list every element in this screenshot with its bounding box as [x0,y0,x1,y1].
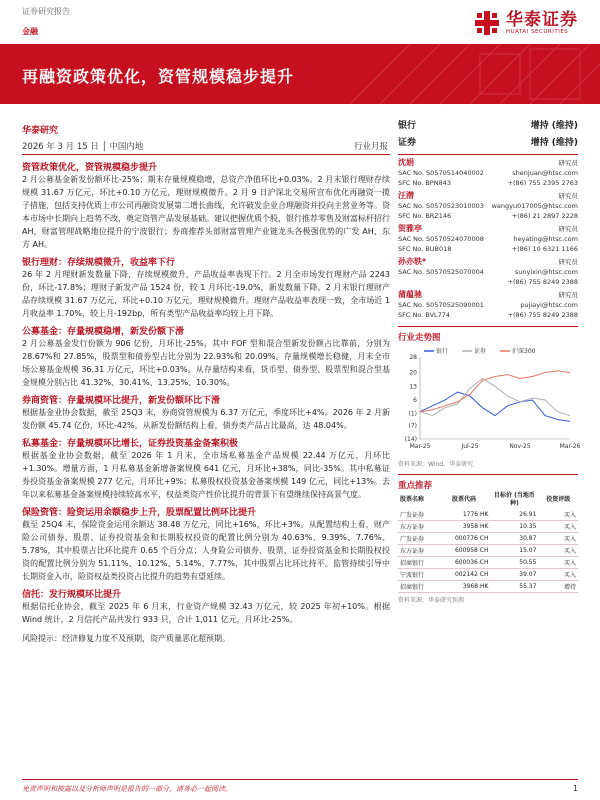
section-title: 信托：发行规模环比提升 [22,590,122,600]
analyst-name: 汪潜 [398,191,414,200]
y-tick-label: 6 [413,396,417,404]
footer-rule [22,779,578,780]
table-cell: 3968 HK [438,581,491,593]
footer-disclaimer: 免责声明和披露以及分析师声明是报告的一部分，请务必一起阅读。 [22,785,232,793]
chart-title: 行业走势图 [398,333,441,343]
divider [22,154,390,155]
table-cell: 600958 CH [438,545,491,557]
analyst-sfc: SFC No. BVL774 [398,311,451,319]
report-kind: 行业月报 [353,142,388,152]
table-cell: 000776 CH [438,533,491,545]
analyst-phone: +(86) 755 8249 2388 [507,311,578,319]
legend-label: 银行 [436,348,449,355]
y-tick-label: 13 [409,383,417,391]
section-body: 2 月公募基金新发份额环比-25%；期末存量规模稳增，总资产净值环比+0.03%。2 月末银行理财存续规模 31.67 万亿元，环比+0.10 万亿元，理财规模微升。2 月 9 日沪深北交易所宣布优化再融资一揽子措施，包括支持优质上市公司再融资发展第二增长曲线，允许破发企业合理融资并投向主营业务等。资本市场中长期向上趋势不改，奠定资管产品发展基础。建议把握优质个股，银行推荐零售及财富标杆招行 AH，财富管理战略地位提升的宁波银行；券商推荐头部财富管理产业链龙头各极强优势的广发 AH、东方 AH。 [22,175,390,249]
section-body: 根据信托业协会，截至 2025 年 6 月末，行业资产规模 32.43 万亿元，较 2025 年初+10%。根据 Wind 统计，2 月信托产品共发行 933 只，合计 1,011 亿元，月环比-25%。 [22,602,390,624]
table-cell: 600036 CH [438,557,491,569]
table-cell: 30.87 [490,533,538,545]
section-4 [22,393,390,432]
table-cell: 39.07 [490,569,538,581]
table-cell: 3958 HK [438,521,491,533]
analyst-phone: +(86) 755 2395 2763 [507,179,578,187]
table-cell: 买入 [538,569,578,581]
table-row [398,521,578,533]
table-cell: 10.35 [490,521,538,533]
table-cell: 宁波银行 [398,569,438,581]
analyst-phone: +(86) 10 6321 1166 [511,245,578,253]
report-title: 再融资政策优化，资管规模稳步提升 [22,67,295,86]
table-cell: 招商银行 [398,557,438,569]
rating-value: 增持 (维持) [530,138,578,148]
analyst-sfc: SFC No. BPN843 [398,179,451,187]
section-title: 私募基金：存量规模环比增长，证券投资基金备案积极 [22,439,239,449]
section-3 [22,324,390,389]
analyst-sac: SAC No. S0570523010003 [398,202,484,210]
table-cell: 广发证券 [398,509,438,521]
analyst-card [398,191,578,221]
table-row [398,557,578,569]
section-5 [22,436,390,501]
table-cell: 招商银行 [398,581,438,593]
section-6 [22,505,390,583]
analyst-sfc: SFC No. BUB018 [398,245,452,253]
analyst-list [398,158,578,320]
rating-sector: 证券 [398,138,417,148]
series-line [420,379,570,416]
table-cell: 买入 [538,545,578,557]
stock-table-title: 重点推荐 [398,481,433,491]
table-header-row [398,491,578,509]
table-cell: 55.37 [490,581,538,593]
divider [398,154,578,155]
y-tick-label: (14) [404,436,417,443]
table-cell: 26.91 [490,509,538,521]
main-content [22,160,390,645]
analyst-card [398,224,578,254]
table-cell: 1776 HK [438,509,491,521]
analyst-sac: SAC No. S0570524070008 [398,235,484,243]
section-body: 根据基金业协会数据，截至 25Q3 末，券商资管规模为 6.37 万亿元，季度环比+4%。2026 年 2 月新发份额 45.74 亿份，环比-42%。从新发份额结构上看，债券类产品占比最高，达 48.04%。 [22,408,390,430]
section-7 [22,587,390,626]
analyst-email[interactable]: wangyu017005@htsc.com [491,202,578,210]
section-body: 截至 25Q4 末，保险资金运用余额达 38.48 万亿元，同比+16%，环比+3%。从配置结构上看，财产险公司债券、股票、证券投资基金和长期股权投资的配置比例分别为 40.63%、9.39%、7.76%、5.78%，其中股票占比环比提升 0.65 个百分点；人身险公司债券、股票、证券投资基金和长期股权投资的配置比例分别为 51.11%、10.12%、5.14%、7.77%，其中股票占比环比持平。监管持续引导中长期资金入市，险资权益类投资占比提升的趋势有望延续。 [22,520,390,581]
analyst-role: 研究员 [558,159,578,167]
analyst-email[interactable]: heyating@htsc.com [513,235,578,243]
analyst-phone: +(86) 755 8249 2388 [507,278,578,286]
table-cell: 广发证券 [398,533,438,545]
column-header: 目标价 (当地币种) [494,492,535,507]
section-body: 2 月公募基金发行份额为 906 亿份，月环比-25%，其中 FOF 型和混合型新发份额占比靠前，分别为 28.67%和 27.85%，股票型和债券型占比分别为 22.93%和 20.09%。存量规模增长稳健，月末全市场公募基金规模 36.31 万亿元，环比+0.03%。从存量结构来看，货币型、债券型、股票型和混合型基金规模分别占比 41.32%、30.41%、13.25%、10.30%。 [22,339,390,387]
logo-mark-icon [474,10,500,36]
table-cell: 买入 [538,509,578,521]
x-tick-label: Jul-25 [461,443,479,450]
report-type-label: 证券研究报告 [22,7,70,16]
x-tick-label: Mar-26 [559,443,581,450]
analyst-email[interactable]: sunyixin@htsc.com [514,268,578,276]
divider [398,326,578,327]
category-label: 金融 [22,27,38,36]
section-title: 资管政策优化，资管规模稳步提升 [22,163,158,173]
analyst-sac: SAC No. S0570525070004 [398,268,484,276]
column-header: 投资评级 [546,496,571,503]
rating-row [398,135,578,148]
y-tick-label: (7) [408,422,417,430]
title-banner [0,44,600,104]
table-row [398,569,578,581]
table-row [398,581,578,593]
analyst-sac: SAC No. S0570514040002 [398,169,484,177]
table-cell: 买入 [538,521,578,533]
y-tick-label: 20 [409,369,417,377]
table-row [398,509,578,521]
column-header: 股票名称 [400,496,425,503]
section-title: 券商资管：存量规模环比提升，新发份额环比下滑 [22,396,221,406]
table-cell: 买入 [538,533,578,545]
analyst-sac: SAC No. S0570525090001 [398,301,484,309]
section-body: 根据基金业协会数据，截至 2026 年 1 月末，全市场私募基金产品规模 22.44 万亿元，月环比+1.30%。增量方面，1 月私募基金新增备案规模 641 亿元，月环比+38%，同比-35%。其中私募证券投资基金备案规模 277 亿元，月环比+9%；私募股权投资基金备案规模 149 亿元，同比+13%。去年以来私募基金备案规模持续较高水平，权益类资产性价比提升的背景下有望继续保持高景气度。 [22,451,390,499]
logo-text-en: HUATAI SECURITIES [506,29,569,35]
analyst-role: 研究员 [558,291,578,299]
analyst-role: 研究员 [558,192,578,200]
section-title: 公募基金：存量规模稳增，新发份额下滑 [22,327,185,337]
analyst-name: 蒲蕴驰 [398,290,422,299]
table-cell: 买入 [538,557,578,569]
legend-label: 沪深300 [512,348,536,355]
section-title: 保险资管：险资运用余额稳步上升，股票配置比例环比提升 [22,508,257,518]
legend-label: 证券 [474,348,487,355]
analyst-role: 研究员 [558,258,578,266]
rating-sector: 银行 [398,121,417,131]
table-cell: 50.55 [490,557,538,569]
section-body: 26 年 2 月理财新发数量下降，存续规模微升，产品收益率表现下行。2 月全市场发行理财产品 2243 份，环比-17.8%；理财子新发产品 1524 份，较 1 月环比-19.0%，新发数量下降。2 月末银行理财产品存续规模 31.67 万亿元，环比+0.10 万亿元，理财规模微升。理财产品收益率表现一致，全市场近 1 月收益率 1.70%，较上月-192bp，所有类型产品收益率均较上月下降。 [22,270,390,318]
page-number: 1 [572,784,578,793]
banner-pattern [330,44,600,104]
recommendation-table [398,491,578,593]
table-cell: 15.07 [490,545,538,557]
date-region: 2026 年 3 月 15 日 │ 中国内地 [22,142,144,152]
x-tick-label: Nov-25 [509,443,531,450]
analyst-card [398,257,578,287]
analyst-email[interactable]: pujiayi@htsc.com [520,301,578,309]
industry-trend-chart [398,343,581,455]
table-cell: 002142 CH [438,569,491,581]
table-cell: 增持 [538,581,578,593]
x-tick-label: Mar-25 [409,443,431,450]
rating-value: 增持 (维持) [530,121,578,131]
section-2 [22,255,390,320]
table-source: 资料来源：华泰研究预测 [398,597,465,604]
divider [398,474,578,475]
analyst-sfc: SFC No. BRZ146 [398,212,452,220]
logo-text-cn: 华泰证券 [506,10,578,30]
analyst-phone: +(86) 21 2897 2228 [511,212,578,220]
analyst-name: 沈娟 [398,158,414,167]
rating-row [398,118,578,131]
research-brand: 华泰研究 [22,126,59,136]
analyst-email[interactable]: shenjuan@htsc.com [512,169,578,177]
risk-note: 风险提示：经济修复力度不及预期，资产质量恶化超预期。 [22,634,230,643]
section-1 [22,160,390,251]
y-tick-label: 28 [409,354,417,361]
series-line [420,371,570,412]
table-row [398,545,578,557]
table-cell: 东方证券 [398,521,438,533]
analyst-name: 孙亦轶* [398,257,427,266]
analyst-name: 贺雅亭 [398,224,422,233]
analyst-card [398,158,578,188]
section-title: 银行理财：存续规模微升，收益率下行 [22,258,176,268]
table-cell: 东方证券 [398,545,438,557]
y-tick-label: (1) [408,410,417,418]
chart-source: 资料来源：Wind，华泰研究 [398,461,474,468]
analyst-role: 研究员 [558,225,578,233]
table-row [398,533,578,545]
company-logo [474,10,578,36]
right-sidebar [398,118,581,604]
analyst-card [398,290,578,320]
column-header: 股票代码 [451,496,476,503]
